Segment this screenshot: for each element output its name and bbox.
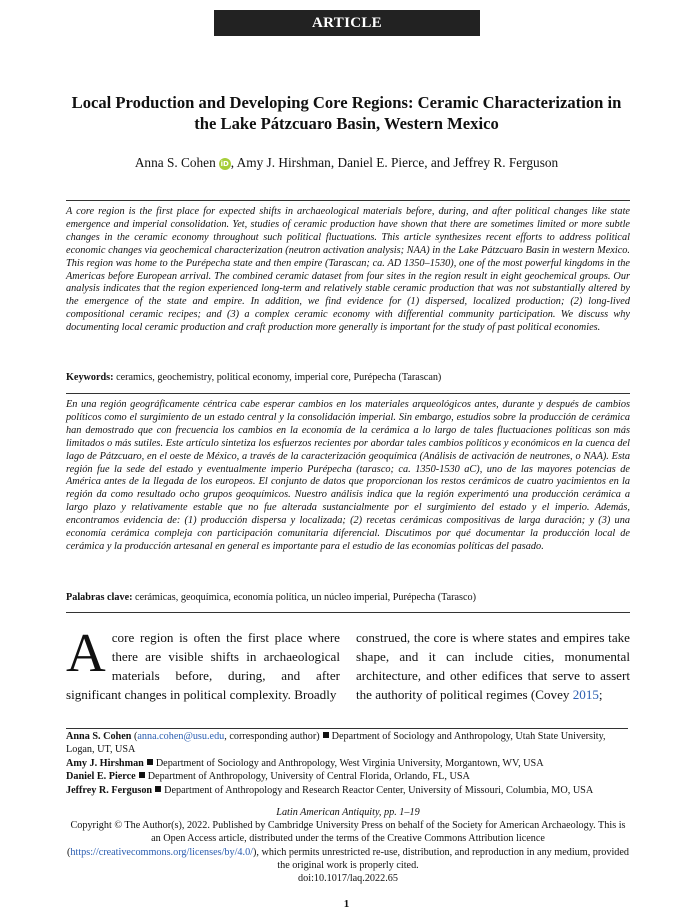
author-first: Anna S. Cohen — [134, 155, 216, 170]
orcid-icon[interactable]: iD — [220, 160, 229, 168]
divider — [66, 728, 628, 729]
divider — [66, 200, 630, 201]
square-bullet-icon — [323, 732, 329, 738]
palabras-clave-label: Palabras clave: — [66, 592, 133, 603]
license-link[interactable]: https://creativecommons.org/licenses/by/4.0/ — [70, 846, 253, 858]
body-text-right: construed, the core is where states and empires take shape, and it can include cities, monumental architecture, and other edifices that serve to assert the authority of political regimes (Covey — [356, 630, 630, 702]
keywords-text: ceramics, geochemistry, political economy, imperial core, Purépecha (Tarascan) — [113, 372, 442, 383]
body-text-right-end: ; — [598, 687, 603, 702]
affiliation-author: Amy J. Hirshman — [66, 757, 144, 769]
keywords-spanish — [66, 591, 630, 604]
affiliation-entry — [66, 770, 630, 783]
doi: doi:10.1017/laq.2022.65 — [298, 873, 398, 885]
affiliation-author: Daniel E. Pierce — [66, 771, 136, 783]
palabras-clave-text: cerámicas, geoquímica, economía política, un núcleo imperial, Purépecha (Tarasco) — [132, 592, 477, 603]
affiliation-department: Department of Sociology and Anthropology, West Virginia University, Morgantown, WV, USA — [155, 757, 544, 769]
journal-citation: Latin American Antiquity, pp. 1–19 — [276, 807, 420, 818]
affiliation-department: Department of Sociology and Anthropology, Utah State University, Logan, UT, USA — [66, 731, 606, 756]
affiliation-entry — [66, 757, 630, 770]
affiliation-author: Anna S. Cohen — [66, 731, 132, 742]
keywords-english — [66, 371, 630, 384]
affiliation-department: Department of Anthropology and Research Reactor Center, University of Missouri, Columbia, MO, USA — [164, 784, 594, 796]
drop-cap: A — [66, 622, 106, 683]
article-title — [40, 92, 653, 134]
affiliation-department: Department of Anthropology, University of Central Florida, Orlando, FL, USA — [147, 771, 470, 783]
divider — [66, 393, 630, 394]
copyright-notice — [66, 819, 630, 872]
square-bullet-icon — [147, 759, 153, 765]
affiliation-author: Jeffrey R. Ferguson — [66, 784, 153, 796]
affiliation-text: ( — [131, 731, 138, 742]
article-type-banner: ARTICLE — [214, 10, 480, 36]
affiliation-entry — [66, 784, 630, 797]
publication-footer — [66, 806, 630, 885]
affiliation-text: , corresponding author) — [224, 731, 320, 742]
author-list — [40, 154, 653, 172]
author-rest: , Amy J. Hirshman, Daniel E. Pierce, and Jeffrey R. Ferguson — [230, 155, 559, 170]
email-link[interactable]: anna.cohen@usu.edu — [137, 731, 225, 742]
copyright-text: Copyright © The Author(s), 2022. Published by Cambridge University Press on behalf of the Society for American Archaeology. This is an Open Access article, distributed under the terms of the Creative Commons Attribution licence ( — [67, 820, 626, 858]
citation-link[interactable]: 2015 — [572, 687, 599, 702]
square-bullet-icon — [155, 786, 161, 792]
divider — [66, 612, 630, 613]
title-line-1: Local Production and Developing Core Regions: Ceramic Characterization in — [71, 93, 622, 112]
square-bullet-icon — [139, 772, 145, 778]
body-text-left: core region is often the first place where there are visible shifts in archaeological materials before, during, and after significant changes in political complexity. Broadly — [66, 630, 340, 702]
affiliation-entry — [66, 730, 630, 757]
page-number: 1 — [343, 898, 350, 910]
body-column-right — [356, 628, 630, 704]
body-column-left — [66, 622, 340, 704]
keywords-label: Keywords: — [66, 372, 114, 383]
abstract-english: A core region is the first place for expected shifts in archaeological materials before, during, and after political changes like state emergence and imperial consolidation. Yet, studies of ceramic production have shown that there are sometimes limited or more subtle changes in the ceramic economy throughout such political fluctuations. This article synthesizes recent efforts to address political economic changes via geochemical characterization (neutron activation analysis; NAA) in the Lake Pátzcuaro Basin in western Mexico. This region was home to the Purépecha state and then empire (Tarascan; ca. AD 1350–1530), one of the most powerful kingdoms in the Americas before European arrival. The combined ceramic dataset from four sites in the region result in eight geochemical groups. Our analysis indicates that the region experienced long-term and relatively stable ceramic production that was not substantially altered by the emergence of the state and empire. In addition, we find evidence for (1) dispersed, localized production; (2) long-lived compositional ceramic recipes; and (3) a complex ceramic economy with differential community participation. We discuss why documenting local ceramic production and craft production more generally is important for the study of past political economies. — [66, 206, 630, 334]
title-line-2: the Lake Pátzcuaro Basin, Western Mexico — [194, 114, 499, 133]
author-affiliations — [66, 730, 630, 797]
abstract-spanish: En una región geográficamente céntrica cabe esperar cambios en los materiales arqueológicos antes, durante y después de cambios políticos como el surgimiento de un estado central y la consolidación imperial. Sin embargo, estudios sobre la producción de cerámica han demostrado que con frecuencia los cambios en la economía de la cerámica a lo largo de tales fluctuaciones políticas son más limitados o más sutiles. Este artículo sintetiza los esfuerzos recientes por abordar tales cambios políticos y económicos en la cuenca del lago de Pátzcuaro, en el oeste de México, a través de la caracterización geoquímica (Análisis de activación de neutrones, o NAA). Esta región fue la sede del estado y eventualmente imperio Purépecha (tarasco; ca. 1350-1530 aC), uno de las mayores potencias de América antes de la llegada de los europeos. El conjunto de datos que proporcionan los restos cerámicos de cuatro yacimientos en la región da como resultado ocho grupos geoquímicos. Nuestro análisis indica que la región experimentó una producción cerámica a largo plazo y relativamente estable que no fue alterada sustancialmente por el surgimiento del estado y el imperio. Además, encontramos evidencia de: (1) producción dispersa y localizada; (2) recetas cerámicas compositivas de larga duración; y (3) una economía cerámica compleja con participación comunitaria diferencial. Discutimos por qué documentar la producción local de cerámica y la producción artesanal en general es importante para el estudio de las economías políticas del pasado. — [66, 399, 630, 552]
copyright-text-end: ), which permits unrestricted re-use, distribution, and reproduction in any medium, provided the original work is properly cited. — [253, 846, 629, 871]
